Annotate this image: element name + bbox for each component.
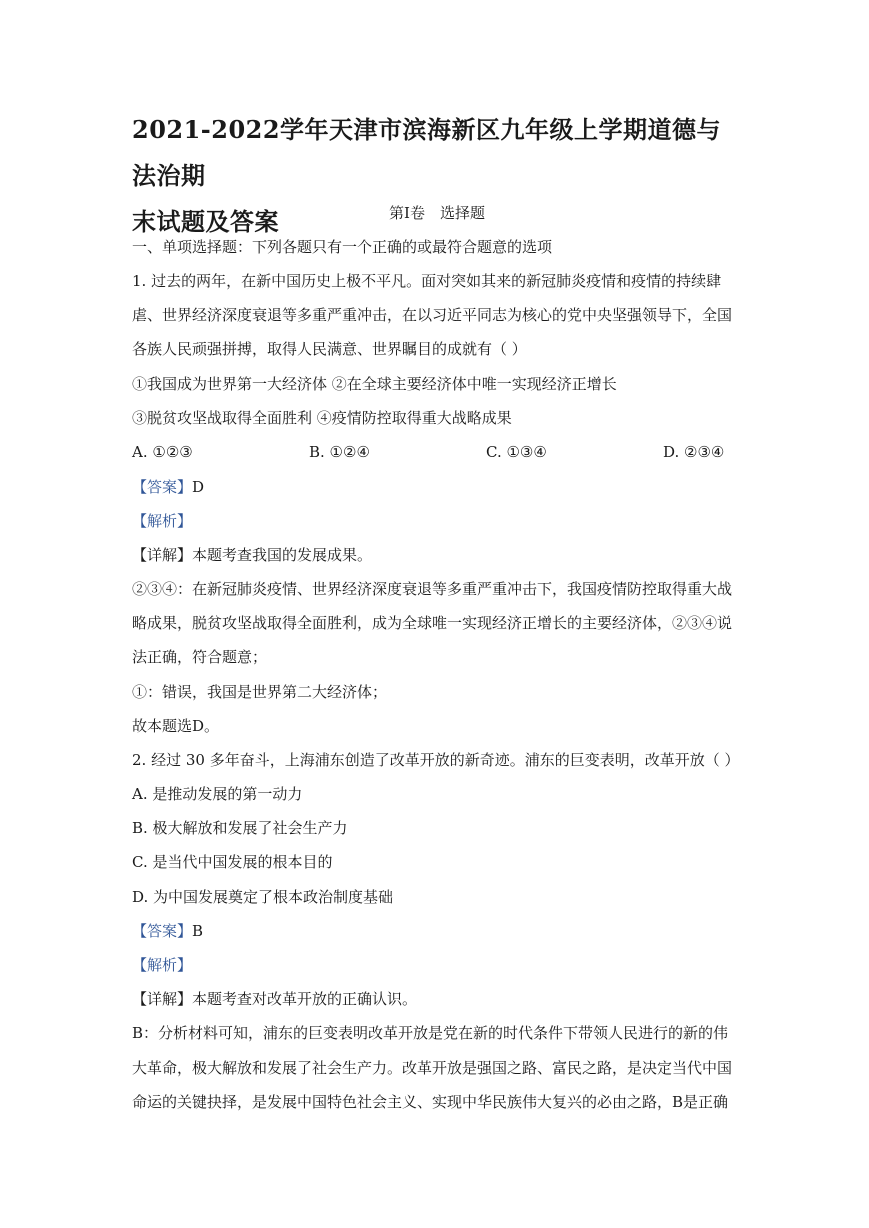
q1-stem-line-1: 1. 过去的两年，在新中国历史上极不平凡。面对突如其来的新冠肺炎疫情和疫情的持续肆 <box>132 272 722 290</box>
q2-detail-tag: 【详解】 <box>132 990 193 1008</box>
q1-stem-line-2: 虐、世界经济深度衰退等多重严重冲击，在以习近平同志为核心的党中央坚强领导下，全国 <box>132 306 733 324</box>
title-line-2: 末试题及答案 <box>132 207 279 236</box>
document-title <box>132 107 742 245</box>
q2-stem: 2. 经过 30 多年奋斗，上海浦东创造了改革开放的新奇迹。浦东的巨变表明，改革开放（ ） <box>132 751 740 769</box>
q2-analysis-tag: 【解析】 <box>132 956 193 974</box>
q1-explain-line-4: ①：错误，我国是世界第二大经济体； <box>132 683 388 701</box>
q1-explain-line-5: 故本题选D。 <box>132 717 220 735</box>
q1-answer <box>132 477 742 497</box>
q1-option-a: A. ①②③ <box>132 443 193 461</box>
q1-option-c: C. ①③④ <box>486 443 547 461</box>
q2-answer <box>132 921 742 941</box>
q1-statements-line-2: ③脱贫攻坚战取得全面胜利 ④疫情防控取得重大战略成果 <box>132 409 512 427</box>
q2-answer-value: B <box>192 922 204 940</box>
q1-statements-line-1: ①我国成为世界第一大经济体 ②在全球主要经济体中唯一实现经济正增长 <box>132 375 617 393</box>
q1-answer-tag: 【答案】 <box>132 478 193 496</box>
q1-options <box>132 442 742 462</box>
title-line-1: 2021-2022学年天津市滨海新区九年级上学期道德与法治期 <box>132 115 722 190</box>
q1-option-b: B. ①②④ <box>309 443 370 461</box>
q1-stem-line-3: 各族人民顽强拼搏，取得人民满意、世界瞩目的成就有（ ） <box>132 340 527 358</box>
q1-answer-value: D <box>192 478 205 496</box>
q2-option-b: B. 极大解放和发展了社会生产力 <box>132 819 348 837</box>
q1-option-d: D. ②③④ <box>663 443 725 461</box>
section-heading: 第Ⅰ卷 选择题 <box>389 204 485 222</box>
q2-option-c: C. 是当代中国发展的根本目的 <box>132 853 333 871</box>
q2-answer-tag: 【答案】 <box>132 922 193 940</box>
q2-explain-line-3: 命运的关键抉择，是发展中国特色社会主义、实现中华民族伟大复兴的必由之路，B是正确 <box>132 1093 729 1111</box>
part-heading: 一、单项选择题：下列各题只有一个正确的或最符合题意的选项 <box>132 238 553 256</box>
q2-detail <box>132 989 742 1009</box>
q2-explain-line-1: B：分析材料可知，浦东的巨变表明改革开放是党在新的时代条件下带领人民进行的新的伟 <box>132 1024 729 1042</box>
q1-explain-line-3: 法正确，符合题意； <box>132 648 268 666</box>
q2-analysis <box>132 955 742 975</box>
q1-detail-text: 本题考查我国的发展成果。 <box>192 546 373 564</box>
q1-analysis <box>132 511 742 531</box>
q1-analysis-tag: 【解析】 <box>132 512 193 530</box>
q2-explain-line-2: 大革命，极大解放和发展了社会生产力。改革开放是强国之路、富民之路，是决定当代中国 <box>132 1059 733 1077</box>
q1-detail-tag: 【详解】 <box>132 546 193 564</box>
q2-option-d: D. 为中国发展奠定了根本政治制度基础 <box>132 888 394 906</box>
q2-detail-text: 本题考查对改革开放的正确认识。 <box>192 990 418 1008</box>
q2-option-a: A. 是推动发展的第一动力 <box>132 785 303 803</box>
q1-explain-line-2: 略成果，脱贫攻坚战取得全面胜利，成为全球唯一实现经济正增长的主要经济体，②③④说 <box>132 614 733 632</box>
q1-explain-line-1: ②③④：在新冠肺炎疫情、世界经济深度衰退等多重严重冲击下，我国疫情防控取得重大战 <box>132 580 733 598</box>
q1-detail <box>132 545 742 565</box>
